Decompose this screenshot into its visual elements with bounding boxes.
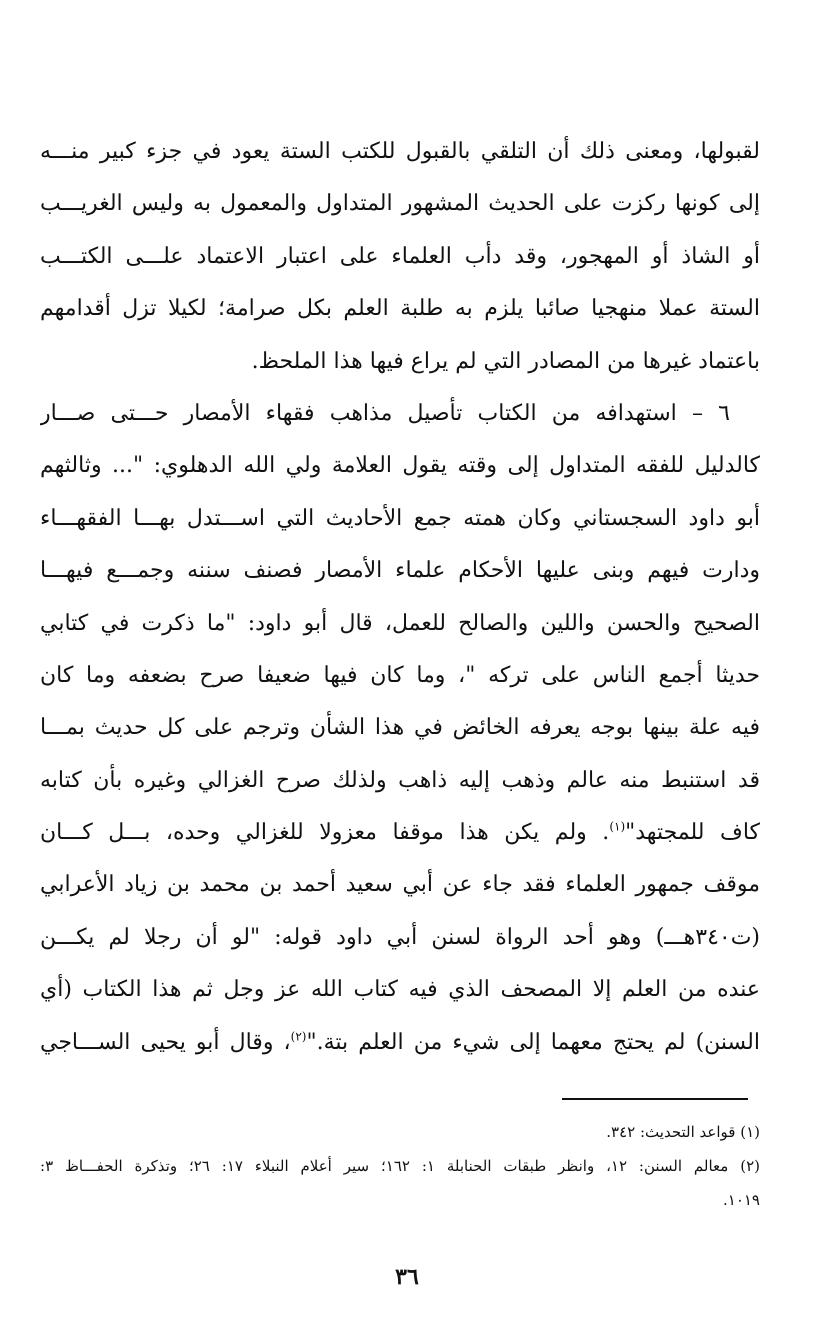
footnote-divider — [562, 1098, 748, 1100]
body-line: قد استنبط منه عالم وذهب إليه ذاهب ولذلك صرح الغزالي وغيره بأن كتابه — [40, 767, 760, 793]
body-line: إلى كونها ركزت على الحديث المشهور المتداول والمعمول به وليس الغريـــب — [40, 191, 760, 217]
body-line: كالدليل للفقه المتداول إلى وقته يقول العلامة ولي الله الدهلوي: "... وثالثهم — [40, 453, 760, 479]
body-text-fragment: كاف للمجتهد" — [625, 820, 760, 846]
body-line: باعتماد غيرها من المصادر التي لم يراع فيها هذا الملحظ. — [251, 348, 760, 374]
body-line: فيه علة بينها بوجه يعرفه الخائض في هذا الشأن وترجم على كل حديث بمـــا — [40, 715, 760, 741]
body-line: ٦ – استهدافه من الكتاب تأصيل مذاهب فقهاء الأمصار حـــتى صـــار — [40, 400, 730, 426]
body-line: لقبولها، ومعنى ذلك أن التلقي بالقبول للكتب الستة يعود في جزء كبير منـــه — [40, 139, 760, 164]
footnote-ref-1[interactable]: (١) — [609, 819, 626, 834]
body-line: الصحيح والحسن واللين والصالح للعمل، قال أبو داود: "ما ذكرت في كتابي — [40, 610, 760, 636]
body-text-fragment: السنن) لم يحتج معهما إلى شيء من العلم بتة." — [306, 1029, 760, 1055]
body-line: أو الشاذ أو المهجور، وقد دأب العلماء على اعتبار الاعتماد علـــى الكتـــب — [40, 243, 760, 269]
footnote-ref-2[interactable]: (٢) — [290, 1029, 307, 1044]
footnote-2: (٢) معالم السنن: ١٢، وانظر طبقات الحنابلة ١: ١٦٢؛ سير أعلام النبلاء ١٧: ٢٦؛ وتذكرة الحفـــاظ ٣: — [40, 1157, 760, 1175]
body-text-fragment: ، وقال أبو يحيى الســـاجي — [40, 1029, 291, 1055]
body-text — [40, 126, 760, 1069]
body-line — [40, 807, 760, 859]
page-number: ٣٦ — [395, 1264, 419, 1290]
body-line: عنده من العلم إلا المصحف الذي فيه كتاب الله عز وجل ثم هذا الكتاب (أي — [40, 977, 760, 1003]
body-line — [40, 1017, 760, 1069]
body-line: (ت٣٤٠هـــ) وهو أحد الرواة لسنن أبي داود قوله: "لو أن رجلا لم يكـــن — [40, 924, 760, 950]
footnotes — [40, 1115, 760, 1217]
body-text-fragment: . ولم يكن هذا موقفا معزولا للغزالي وحده، بـــل كـــان — [40, 820, 610, 846]
body-line: حديثا أجمع الناس على تركه "، وما كان فيها ضعيفا صرح بضعفه وما كان — [40, 662, 760, 688]
footnote-1: (١) قواعد التحديث: ٣٤٢. — [606, 1123, 760, 1141]
body-line: أبو داود السجستاني وكان همته جمع الأحاديث التي اســـتدل بهـــا الفقهـــاء — [40, 505, 760, 531]
body-line: الستة عملا منهجيا صائبا يلزم به طلبة العلم بكل صرامة؛ لكيلا تزل أقدامهم — [40, 296, 760, 322]
body-line: ودارت فيهم وبنى عليها الأحكام علماء الأمصار فصنف سننه وجمـــع فيهـــا — [40, 558, 760, 584]
body-line: موقف جمهور العلماء فقد جاء عن أبي سعيد أحمد بن محمد بن زياد الأعرابي — [40, 872, 760, 898]
footnote-2-continuation: ١٠١٩. — [722, 1191, 760, 1209]
